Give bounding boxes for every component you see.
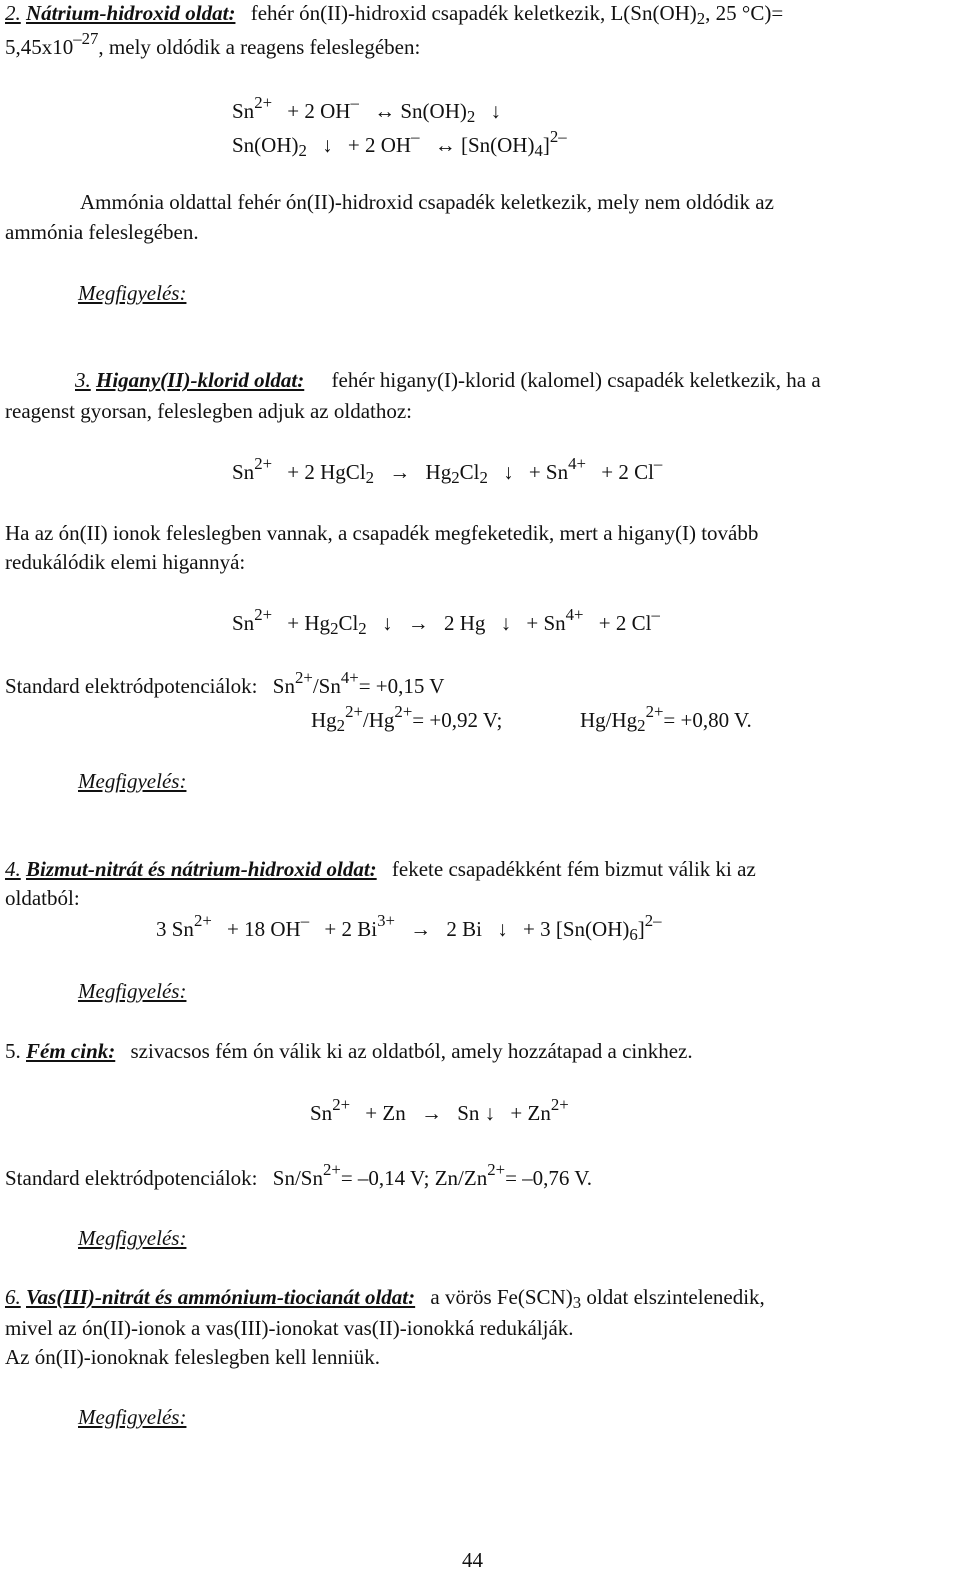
- reaction-arrow: →: [410, 917, 432, 941]
- item2-text-a: fehér ón(II)-hidroxid csapadék keletkezik, L(Sn(OH): [250, 1, 697, 25]
- item2-ammonia-line-1: Ammónia oldattal fehér ón(II)-hidroxid csapadék keletkezik, mely nem oldódik az: [80, 190, 774, 214]
- item6-heading: 6. Vas(III)-nitrát és ammónium-tiocianát oldat: a vörös $Fe(SCN)_3$ oldat elszintelenedik,: [5, 1285, 765, 1313]
- item3-potentials-1: Standard elektródpotenciálok: $Sn^{2+}/Sn^{4+}= +0,15$ V: [5, 667, 445, 698]
- item2-text-a-end: , 25 °C)=: [705, 1, 784, 25]
- reaction-arrow: →: [407, 611, 429, 635]
- reaction-arrow: →: [389, 460, 411, 484]
- precipitate-arrow: ↓: [322, 133, 333, 157]
- item6-observation: Megfigyelés:: [78, 1405, 187, 1429]
- item3-text2-line-1: Ha az ón(II) ionok feleslegben vannak, a csapadék megfeketedik, mert a higany(I) tovább: [5, 521, 759, 545]
- item2-label: Nátrium-hidroxid oldat:: [26, 1, 236, 25]
- item3-line-1: fehér higany(I)-klorid (kalomel) csapadék keletkezik, ha a: [331, 368, 821, 392]
- item3-potentials-2: $Hg_2^{2+}/Hg^{2+}= +0,92$ V;: [311, 701, 503, 736]
- precipitate-arrow: ↓: [381, 611, 393, 635]
- item5-text: szivacsos fém ón válik ki az oldatból, amely hozzátapad a cinkhez.: [130, 1039, 693, 1063]
- page-number: 44: [462, 1548, 483, 1572]
- item3-observation: Megfigyelés:: [78, 769, 187, 793]
- item2-ammonia-line-2: ammónia feleslegében.: [5, 220, 199, 244]
- item6-line-3: Az ón(II)-ionoknak feleslegben kell lenniük.: [5, 1345, 380, 1369]
- item4-heading: [5, 856, 756, 882]
- item6-number: 6.: [5, 1285, 21, 1309]
- item2-observation: Megfigyelés:: [78, 281, 187, 305]
- item3-heading: [5, 367, 821, 393]
- item2-sub: 2: [696, 9, 706, 29]
- item5-equation: $Sn^{2+} + Zn \to Sn$ ↓ + $Zn^{2+}$: [310, 1094, 569, 1125]
- item2-equation-1: $Sn^{2+} + 2$ OH– ↔ $Sn(OH)_2$ ↓: [232, 92, 502, 127]
- ksp-exponent: –27: [73, 28, 99, 48]
- item6-label: Vas(III)-nitrát és ammónium-tiocianát oldat:: [26, 1285, 416, 1309]
- item5-number: 5.: [5, 1039, 21, 1063]
- precipitate-arrow: ↓: [484, 1101, 496, 1125]
- std-potential-label: Standard elektródpotenciálok:: [5, 1166, 258, 1190]
- item2-solubility-line: [5, 28, 421, 62]
- item4-label: Bizmut-nitrát és nátrium-hidroxid oldat:: [26, 857, 377, 881]
- item3-equation-2: $Sn^{2+} + Hg_2Cl_2$ ↓ → 2 Hg ↓ + $Sn^{4+} + 2$ Cl–: [232, 604, 660, 639]
- item3-label: Higany(II)-klorid oldat:: [96, 368, 305, 392]
- item4-number: 4.: [5, 857, 21, 881]
- item5-heading: [5, 1038, 693, 1064]
- reversible-arrow: ↔: [374, 99, 396, 123]
- item2-heading: [5, 0, 783, 28]
- item4-equation: 3 $Sn^{2+} + 18$ OH– + 2 $Bi^{3+} \to 2$ Bi ↓ + 3 $[Sn(OH)_6]^{2-}$: [156, 910, 662, 945]
- reaction-arrow: →: [420, 1101, 442, 1125]
- item6-line-2: mivel az ón(II)-ionok a vas(III)-ionokat vas(II)-ionokká redukálják.: [5, 1316, 574, 1340]
- item2-equation-2: $Sn(OH)_2$ ↓ + 2 OH– ↔ $[Sn(OH)_4]^{2-}$: [232, 126, 567, 161]
- item3-line-2: reagenst gyorsan, feleslegben adjuk az oldathoz:: [5, 399, 413, 423]
- item2-text-b: , mely oldódik a reagens feleslegében:: [98, 35, 421, 59]
- precipitate-arrow: ↓: [490, 99, 502, 123]
- item3-potentials-3: $Hg/Hg_2^{2+}= +0,80$ V.: [580, 701, 752, 736]
- item5-potentials: Standard elektródpotenciálok: $Sn/Sn^{2+}= -0,14$ V; $Zn/Zn^{2+}= -0,76$ V.: [5, 1159, 593, 1190]
- ksp-value: 5,45x10: [5, 35, 74, 59]
- item4-line-2: oldatból:: [5, 886, 80, 910]
- item6-text-b: oldat elszintelenedik,: [586, 1285, 765, 1309]
- item3-text2-line-2: redukálódik elemi higannyá:: [5, 550, 246, 574]
- item4-line-1: fekete csapadékként fém bizmut válik ki az: [391, 857, 756, 881]
- item3-equation-1: $Sn^{2+} + 2$ HgCl$_2$ → $Hg_2Cl_2$ ↓ + $Sn^{4+} + 2$ Cl–: [232, 453, 663, 488]
- item2-number: 2.: [5, 1, 21, 25]
- item5-label: Fém cink:: [26, 1039, 116, 1063]
- precipitate-arrow: ↓: [503, 460, 514, 484]
- precipitate-arrow: ↓: [497, 917, 508, 941]
- std-potential-label: Standard elektródpotenciálok:: [5, 674, 258, 698]
- reversible-arrow: ↔: [434, 133, 456, 157]
- item4-observation: Megfigyelés:: [78, 979, 187, 1003]
- item3-number: 3.: [75, 368, 91, 392]
- precipitate-arrow: ↓: [500, 611, 512, 635]
- item5-observation: Megfigyelés:: [78, 1226, 187, 1250]
- item6-text-a: a vörös Fe(SCN): [430, 1285, 573, 1309]
